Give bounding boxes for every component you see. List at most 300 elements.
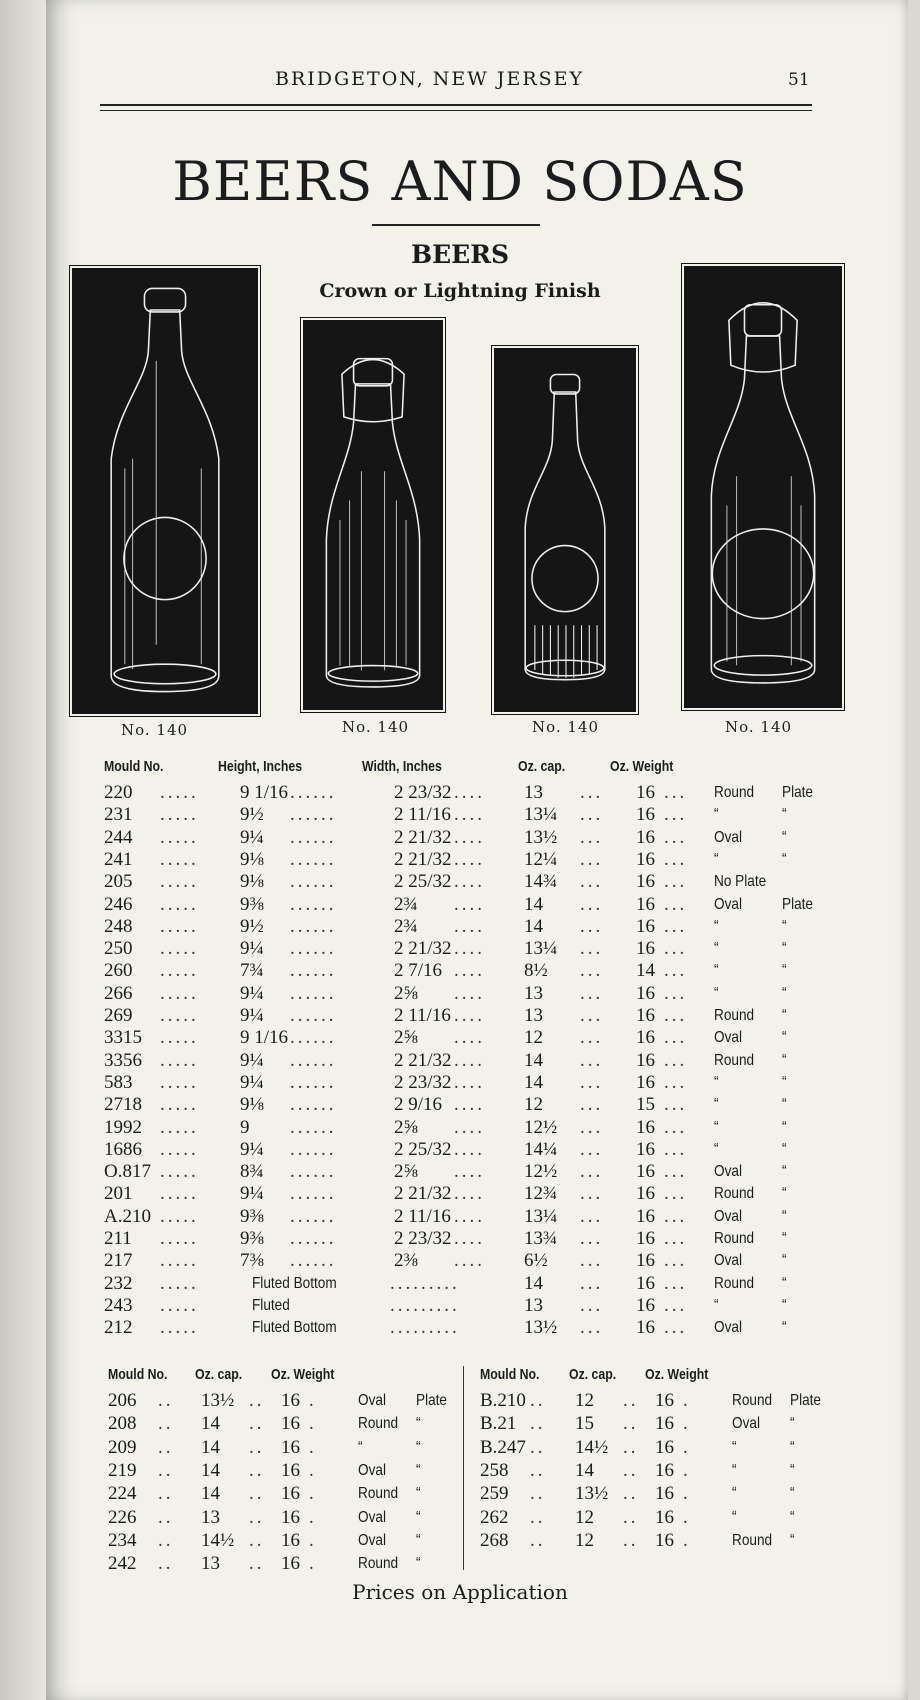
shape-value: “ bbox=[732, 1485, 737, 1503]
leader-dots: ...... bbox=[290, 782, 337, 803]
mould-number: 262 bbox=[480, 1506, 509, 1528]
leader-dots: ... bbox=[580, 1317, 604, 1339]
shape-value: “ bbox=[714, 917, 719, 935]
leader-dots: ... bbox=[664, 1094, 688, 1116]
shape-value: “ bbox=[358, 1438, 363, 1456]
mould-number: 212 bbox=[104, 1317, 133, 1339]
leader-dots: .. bbox=[158, 1436, 174, 1458]
leader-dots: .. bbox=[158, 1413, 174, 1435]
plate-value: Plate bbox=[782, 895, 813, 913]
table-row bbox=[0, 916, 920, 938]
bottle-illustration-1 bbox=[72, 268, 258, 714]
leader-dots: ..... bbox=[160, 1272, 199, 1294]
capacity-value: 12½ bbox=[524, 1161, 558, 1183]
weight-value: 16 bbox=[636, 1228, 655, 1249]
weight-value: 16 bbox=[636, 848, 655, 870]
shape-value: “ bbox=[714, 1096, 719, 1114]
leader-dots: .... bbox=[454, 1005, 485, 1026]
mould-number: 211 bbox=[104, 1228, 132, 1249]
shape-value: No Plate bbox=[714, 873, 767, 891]
capacity-value: 13¼ bbox=[524, 938, 558, 960]
left-header-cap: Oz. cap. bbox=[195, 1366, 243, 1383]
table-row bbox=[0, 849, 920, 871]
fluted-label: Fluted bbox=[252, 1296, 290, 1314]
table-row bbox=[0, 804, 920, 826]
leader-dots: .... bbox=[454, 1071, 485, 1093]
leader-dots: .. bbox=[530, 1506, 546, 1528]
title-rule bbox=[372, 224, 540, 226]
table-row bbox=[0, 1206, 920, 1228]
leader-dots: ... bbox=[664, 1272, 688, 1294]
leader-dots: .... bbox=[454, 960, 485, 982]
capacity-value: 13 bbox=[524, 1294, 543, 1316]
leader-dots: .... bbox=[454, 1183, 485, 1205]
plate-value: “ bbox=[782, 917, 787, 935]
lightning-bottle-icon bbox=[686, 268, 840, 706]
leader-dots: ... bbox=[580, 1138, 604, 1160]
table-row bbox=[0, 960, 920, 982]
weight-value: 16 bbox=[636, 804, 655, 826]
leader-dots: ... bbox=[580, 893, 604, 915]
mould-number: 246 bbox=[104, 893, 133, 915]
column-header-mould: Mould No. bbox=[104, 758, 164, 775]
leader-dots: ... bbox=[664, 1294, 688, 1316]
shape-value: Round bbox=[358, 1485, 399, 1503]
leader-dots: .. bbox=[623, 1529, 639, 1551]
weight-value: 16 bbox=[636, 1071, 655, 1093]
plate-value: “ bbox=[782, 1163, 787, 1181]
leader-dots: ... bbox=[580, 1294, 604, 1316]
leader-dots: ... bbox=[580, 804, 604, 826]
leader-dots: . bbox=[309, 1436, 317, 1458]
width-value: 2 25/32 bbox=[394, 1138, 452, 1160]
width-value: 2 21/32 bbox=[394, 848, 452, 870]
height-value: 9⅛ bbox=[240, 871, 264, 893]
shape-value: “ bbox=[714, 1073, 719, 1091]
weight-value: 16 bbox=[655, 1529, 674, 1551]
leader-dots: ..... bbox=[160, 782, 199, 803]
leader-dots: .... bbox=[454, 782, 485, 803]
table-row bbox=[0, 1005, 920, 1027]
mould-number: 260 bbox=[104, 960, 133, 982]
plate-value: “ bbox=[416, 1485, 421, 1503]
capacity-value: 12 bbox=[575, 1506, 594, 1528]
weight-value: 16 bbox=[636, 938, 655, 960]
running-head: BRIDGETON, NEW JERSEY bbox=[275, 68, 585, 90]
leader-dots: .. bbox=[158, 1553, 174, 1575]
capacity-value: 14 bbox=[201, 1413, 220, 1435]
shape-value: Oval bbox=[358, 1531, 386, 1549]
right-header-weight: Oz. Weight bbox=[645, 1366, 709, 1383]
column-header-cap: Oz. cap. bbox=[518, 758, 566, 775]
leader-dots: ... bbox=[580, 1183, 604, 1205]
leader-dots: ... bbox=[580, 1049, 604, 1071]
weight-value: 16 bbox=[281, 1506, 300, 1528]
height-value: 9¼ bbox=[240, 982, 264, 1004]
leader-dots: ... bbox=[664, 871, 688, 893]
shape-value: “ bbox=[714, 1140, 719, 1158]
plate-value: “ bbox=[782, 1185, 787, 1203]
leader-dots: ..... bbox=[160, 1183, 199, 1205]
width-value: 2¾ bbox=[394, 915, 418, 937]
weight-value: 16 bbox=[655, 1483, 674, 1505]
capacity-value: 12 bbox=[575, 1529, 594, 1551]
leader-dots: .. bbox=[530, 1529, 546, 1551]
mould-number: B.247 bbox=[480, 1436, 526, 1458]
leader-dots: ... bbox=[580, 915, 604, 937]
leader-dots: .. bbox=[158, 1390, 174, 1411]
shape-value: Round bbox=[358, 1555, 399, 1573]
mould-number: 206 bbox=[108, 1390, 137, 1411]
leader-dots: ..... bbox=[160, 1205, 199, 1227]
leader-dots: .... bbox=[454, 1049, 485, 1071]
leader-dots: ...... bbox=[290, 871, 337, 893]
header-rule bbox=[100, 104, 812, 111]
leader-dots: . bbox=[309, 1459, 317, 1481]
weight-value: 14 bbox=[636, 960, 655, 982]
mould-number: 259 bbox=[480, 1483, 509, 1505]
width-value: 2 25/32 bbox=[394, 871, 452, 893]
weight-value: 16 bbox=[281, 1529, 300, 1551]
weight-value: 16 bbox=[636, 1027, 655, 1049]
leader-dots: ... bbox=[664, 1161, 688, 1183]
leader-dots: .... bbox=[454, 804, 485, 826]
table-row bbox=[0, 894, 920, 916]
shape-value: Oval bbox=[714, 1029, 742, 1047]
mould-number: 232 bbox=[104, 1272, 133, 1294]
weight-value: 16 bbox=[636, 1005, 655, 1026]
width-value: 2 11/16 bbox=[394, 1205, 451, 1227]
capacity-value: 13¾ bbox=[524, 1228, 558, 1249]
leader-dots: .. bbox=[623, 1459, 639, 1481]
mould-number: 242 bbox=[108, 1553, 137, 1575]
right-table-row bbox=[0, 1390, 920, 1412]
leader-dots: ...... bbox=[290, 826, 337, 848]
table-row bbox=[0, 1317, 920, 1339]
leader-dots: ... bbox=[664, 960, 688, 982]
leader-dots: ...... bbox=[290, 982, 337, 1004]
leader-dots: ...... bbox=[290, 1094, 337, 1116]
weight-value: 16 bbox=[281, 1436, 300, 1458]
leader-dots: .... bbox=[454, 982, 485, 1004]
leader-dots: ..... bbox=[160, 938, 199, 960]
capacity-value: 12 bbox=[524, 1094, 543, 1116]
crown-bottle-icon bbox=[74, 270, 256, 712]
leader-dots: . bbox=[683, 1436, 691, 1458]
leader-dots: ..... bbox=[160, 960, 199, 982]
leader-dots: ..... bbox=[160, 893, 199, 915]
table-row bbox=[0, 1250, 920, 1272]
mould-number: 219 bbox=[108, 1459, 137, 1481]
mould-number: 241 bbox=[104, 848, 133, 870]
leader-dots: ..... bbox=[160, 871, 199, 893]
mould-number: 205 bbox=[104, 871, 133, 893]
leader-dots: ..... bbox=[160, 915, 199, 937]
table-row bbox=[0, 1161, 920, 1183]
mould-number: 243 bbox=[104, 1294, 133, 1316]
leader-dots: ..... bbox=[160, 1094, 199, 1116]
bottle-illustration-4 bbox=[684, 266, 842, 708]
leader-dots: ... bbox=[580, 960, 604, 982]
shape-value: Round bbox=[714, 1230, 755, 1247]
leader-dots: . bbox=[309, 1553, 317, 1575]
plate-value: Plate bbox=[782, 784, 813, 801]
mould-number: 250 bbox=[104, 938, 133, 960]
shape-value: Oval bbox=[714, 1207, 742, 1225]
leader-dots: . bbox=[309, 1529, 317, 1551]
mould-number: 1686 bbox=[104, 1138, 142, 1160]
right-header-mould: Mould No. bbox=[480, 1366, 540, 1383]
leader-dots: ...... bbox=[290, 938, 337, 960]
mould-number: 269 bbox=[104, 1005, 133, 1026]
leader-dots: ...... bbox=[290, 848, 337, 870]
weight-value: 16 bbox=[636, 1183, 655, 1205]
width-value: 2 21/32 bbox=[394, 938, 452, 960]
leader-dots: .. bbox=[249, 1436, 265, 1458]
plate-value: “ bbox=[782, 806, 787, 824]
table-row bbox=[0, 827, 920, 849]
leader-dots: ... bbox=[580, 1228, 604, 1249]
capacity-value: 12 bbox=[575, 1390, 594, 1411]
shape-value: Oval bbox=[358, 1392, 386, 1409]
height-value: 9⅛ bbox=[240, 848, 264, 870]
weight-value: 16 bbox=[655, 1436, 674, 1458]
leader-dots: ... bbox=[580, 1116, 604, 1138]
leader-dots: . bbox=[309, 1413, 317, 1435]
mould-number: 583 bbox=[104, 1071, 133, 1093]
height-value: 9⅜ bbox=[240, 1205, 264, 1227]
table-row bbox=[0, 1094, 920, 1116]
weight-value: 16 bbox=[655, 1506, 674, 1528]
plate-value: “ bbox=[782, 1230, 787, 1247]
leader-dots: ...... bbox=[290, 1183, 337, 1205]
leader-dots: .... bbox=[454, 1027, 485, 1049]
leader-dots: .. bbox=[249, 1529, 265, 1551]
shape-value: Round bbox=[358, 1415, 399, 1433]
capacity-value: 13¼ bbox=[524, 1205, 558, 1227]
bottle-caption-1: No. 140 bbox=[121, 721, 189, 739]
table-row bbox=[0, 871, 920, 893]
weight-value: 16 bbox=[281, 1553, 300, 1575]
leader-dots: ... bbox=[580, 1250, 604, 1272]
leader-dots: ... bbox=[664, 1138, 688, 1160]
leader-dots: ......... bbox=[390, 1317, 460, 1339]
weight-value: 16 bbox=[636, 1049, 655, 1071]
plate-value: “ bbox=[782, 1252, 787, 1270]
mould-number: 2718 bbox=[104, 1094, 142, 1116]
mould-number: 231 bbox=[104, 804, 133, 826]
plate-value: “ bbox=[782, 984, 787, 1002]
right-header-cap: Oz. cap. bbox=[569, 1366, 617, 1383]
capacity-value: 6½ bbox=[524, 1250, 548, 1272]
mould-number: 201 bbox=[104, 1183, 133, 1205]
leader-dots: ... bbox=[664, 982, 688, 1004]
leader-dots: .... bbox=[454, 893, 485, 915]
weight-value: 16 bbox=[636, 915, 655, 937]
leader-dots: ..... bbox=[160, 1116, 199, 1138]
leader-dots: ... bbox=[664, 826, 688, 848]
leader-dots: . bbox=[683, 1459, 691, 1481]
capacity-value: 14 bbox=[201, 1459, 220, 1481]
leader-dots: .... bbox=[454, 1116, 485, 1138]
weight-value: 16 bbox=[636, 982, 655, 1004]
leader-dots: ...... bbox=[290, 893, 337, 915]
leader-dots: ... bbox=[664, 804, 688, 826]
leader-dots: ..... bbox=[160, 1228, 199, 1249]
table-row bbox=[0, 1273, 920, 1295]
capacity-value: 13 bbox=[201, 1553, 220, 1575]
leader-dots: ...... bbox=[290, 1071, 337, 1093]
leader-dots: ... bbox=[664, 1228, 688, 1249]
crown-bottle-icon bbox=[496, 350, 634, 710]
leader-dots: ......... bbox=[390, 1272, 460, 1294]
mould-number: 268 bbox=[480, 1529, 509, 1551]
plate-value: “ bbox=[782, 1140, 787, 1158]
weight-value: 16 bbox=[636, 871, 655, 893]
leader-dots: .. bbox=[249, 1506, 265, 1528]
plate-value: “ bbox=[416, 1508, 421, 1526]
right-table-row bbox=[0, 1413, 920, 1435]
plate-value: “ bbox=[416, 1415, 421, 1433]
page-title: BEERS AND SODAS bbox=[172, 150, 748, 213]
bottle-illustration-2 bbox=[303, 320, 443, 710]
leader-dots: ... bbox=[580, 938, 604, 960]
capacity-value: 13 bbox=[524, 782, 543, 803]
shape-value: Oval bbox=[714, 828, 742, 846]
width-value: 2⅝ bbox=[394, 1161, 418, 1183]
mould-number: 226 bbox=[108, 1506, 137, 1528]
height-value: 7¾ bbox=[240, 960, 264, 982]
shape-value: “ bbox=[714, 1296, 719, 1314]
capacity-value: 14 bbox=[524, 1049, 543, 1071]
right-table-row bbox=[0, 1530, 920, 1552]
table-row bbox=[0, 782, 920, 804]
plate-value: “ bbox=[416, 1438, 421, 1456]
capacity-value: 14¼ bbox=[524, 1138, 558, 1160]
mould-number: 224 bbox=[108, 1483, 137, 1505]
shape-value: Round bbox=[732, 1531, 773, 1549]
leader-dots: ... bbox=[580, 1161, 604, 1183]
plate-value: “ bbox=[782, 1029, 787, 1047]
prices-note: Prices on Application bbox=[352, 1580, 568, 1604]
capacity-value: 14 bbox=[524, 1272, 543, 1294]
mould-number: 3356 bbox=[104, 1049, 142, 1071]
plate-value: “ bbox=[782, 1007, 787, 1024]
leader-dots: .. bbox=[623, 1390, 639, 1411]
width-value: 2¾ bbox=[394, 893, 418, 915]
page-number: 51 bbox=[788, 70, 810, 90]
leader-dots: ...... bbox=[290, 960, 337, 982]
leader-dots: . bbox=[309, 1483, 317, 1505]
shape-value: Oval bbox=[714, 1252, 742, 1270]
capacity-value: 13¼ bbox=[524, 804, 558, 826]
leader-dots: .. bbox=[530, 1413, 546, 1435]
height-value: 9⅜ bbox=[240, 893, 264, 915]
plate-value: “ bbox=[790, 1485, 795, 1503]
capacity-value: 13 bbox=[524, 1005, 543, 1026]
capacity-value: 12¾ bbox=[524, 1183, 558, 1205]
height-value: 8¾ bbox=[240, 1161, 264, 1183]
shape-value: “ bbox=[732, 1461, 737, 1479]
height-value: 9¼ bbox=[240, 826, 264, 848]
column-header-weight: Oz. Weight bbox=[610, 758, 674, 775]
leader-dots: ..... bbox=[160, 1161, 199, 1183]
capacity-value: 14½ bbox=[575, 1436, 609, 1458]
column-header-height: Height, Inches bbox=[218, 758, 303, 775]
leader-dots: ...... bbox=[290, 804, 337, 826]
shape-value: Round bbox=[714, 1007, 755, 1024]
height-value: 9 1/16 bbox=[240, 1027, 289, 1049]
leader-dots: ..... bbox=[160, 1005, 199, 1026]
capacity-value: 13 bbox=[524, 982, 543, 1004]
shape-value: “ bbox=[732, 1508, 737, 1526]
leader-dots: ... bbox=[664, 1027, 688, 1049]
capacity-value: 13½ bbox=[524, 826, 558, 848]
leader-dots: ... bbox=[664, 782, 688, 803]
leader-dots: .... bbox=[454, 1161, 485, 1183]
table-row bbox=[0, 1027, 920, 1049]
leader-dots: ...... bbox=[290, 915, 337, 937]
mould-number: 1992 bbox=[104, 1116, 142, 1138]
weight-value: 16 bbox=[636, 826, 655, 848]
leader-dots: .... bbox=[454, 1228, 485, 1249]
leader-dots: ...... bbox=[290, 1161, 337, 1183]
leader-dots: .. bbox=[623, 1483, 639, 1505]
width-value: 2 7/16 bbox=[394, 960, 443, 982]
lightning-bottle-icon bbox=[305, 322, 441, 708]
weight-value: 16 bbox=[655, 1413, 674, 1435]
leader-dots: . bbox=[309, 1390, 317, 1411]
leader-dots: ... bbox=[664, 1116, 688, 1138]
fluted-label: Fluted Bottom bbox=[252, 1274, 337, 1292]
capacity-value: 14 bbox=[575, 1459, 594, 1481]
leader-dots: ..... bbox=[160, 1317, 199, 1339]
plate-value: “ bbox=[790, 1438, 795, 1456]
shape-value: Round bbox=[732, 1392, 773, 1409]
weight-value: 16 bbox=[636, 782, 655, 803]
leader-dots: .. bbox=[623, 1506, 639, 1528]
leader-dots: ...... bbox=[290, 1250, 337, 1272]
leader-dots: .. bbox=[158, 1459, 174, 1481]
height-value: 9¼ bbox=[240, 938, 264, 960]
bottle-caption-2: No. 140 bbox=[342, 718, 410, 736]
leader-dots: ...... bbox=[290, 1228, 337, 1249]
leader-dots: .... bbox=[454, 1205, 485, 1227]
weight-value: 16 bbox=[636, 1250, 655, 1272]
leader-dots: .. bbox=[249, 1483, 265, 1505]
mould-number: 208 bbox=[108, 1413, 137, 1435]
leader-dots: ... bbox=[664, 1005, 688, 1026]
leader-dots: .. bbox=[530, 1459, 546, 1481]
leader-dots: .. bbox=[249, 1553, 265, 1575]
leader-dots: ..... bbox=[160, 1250, 199, 1272]
width-value: 2⅝ bbox=[394, 1116, 418, 1138]
weight-value: 16 bbox=[636, 893, 655, 915]
mould-number: 234 bbox=[108, 1529, 137, 1551]
width-value: 2⅝ bbox=[394, 1027, 418, 1049]
leader-dots: ... bbox=[664, 848, 688, 870]
plate-value: “ bbox=[416, 1461, 421, 1479]
weight-value: 16 bbox=[281, 1413, 300, 1435]
width-value: 2 11/16 bbox=[394, 804, 451, 826]
weight-value: 16 bbox=[281, 1483, 300, 1505]
plate-value: “ bbox=[782, 1319, 787, 1337]
plate-value: “ bbox=[782, 1207, 787, 1225]
weight-value: 16 bbox=[655, 1390, 674, 1411]
width-value: 2 21/32 bbox=[394, 826, 452, 848]
mould-number: 258 bbox=[480, 1459, 509, 1481]
table-row bbox=[0, 1072, 920, 1094]
